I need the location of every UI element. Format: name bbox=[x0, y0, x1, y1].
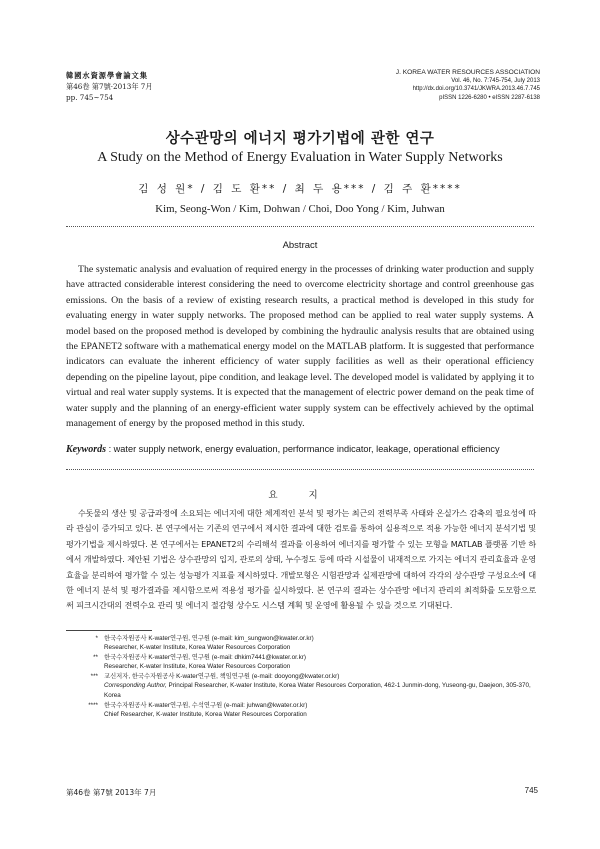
footnote-rule bbox=[66, 630, 152, 631]
footnote-marker: *** bbox=[90, 673, 98, 681]
journal-volume-korean: 第46卷 第7號·2013年 7月 bbox=[66, 82, 153, 91]
footnote-marker: ** bbox=[93, 654, 98, 662]
korean-abstract-body: 수돗물의 생산 및 공급과정에 소요되는 에너지에 대한 체계적인 분석 및 평가는 최근의 전력부족 사태와 온실가스 감축의 필요성에 따라 관심이 증가되고 있다. 본 연구에서는 기존의 연구에서 제시한 결과에 대한 검토를 통하여 실용적으로 적용 가능한 에너지 분석기법 및 평가기법을 제시하였다. 본 연구에서는 EPANET2의 수리해석 결과를 이용하여 에너지를 평가할 수 있는 모형을 MATLAB 플랫폼 기반 하에서 개발하였다. 제안된 기법은 상수관망의 입지, 관로의 상태, 누수정도 등에 따라 시설물이 내재적으로 가지는 에너지 관리효율과 운영효율을 분리하여 평가할 수 있는 성능평가 지표를 제시하였다. 개발모형은 시험관망과 실제관망에 대하여 각각의 상수관망 구성요소에 대한 에너지 분석 및 평가결과를 제시함으로써 적용성 평가를 실시하였다. 본 연구의 결과는 상수관망 에너지 관리의 최적화를 도모함으로써 피크시간대의 전력수요 관리 및 에너지 절감형 상수도 시스템 계획 및 운영에 활용될 수 있을 것으로 기대된다. bbox=[66, 508, 536, 611]
journal-header-right bbox=[396, 69, 540, 102]
footnotes bbox=[66, 634, 540, 720]
journal-volume-english: Vol. 46, No. 7:745-754, July 2013 bbox=[451, 78, 540, 85]
paper-title-korean: 상수관망의 에너지 평가기법에 관한 연구 bbox=[165, 131, 435, 147]
footnote-author-1 bbox=[66, 634, 540, 653]
footer-volume: 第46卷 第7號 2013年 7月 bbox=[66, 788, 157, 797]
keywords-label: Keywords bbox=[66, 444, 106, 455]
abstract-heading: Abstract bbox=[282, 240, 318, 251]
footnote-affiliation-english-text: Principal Researcher, K-water Institute, Korea Water Resources Corporation, 462-1 Junmin-dong, Yuseong-gu, Daejeon, 305-370, Korea bbox=[104, 682, 531, 699]
footnote-affiliation-english: Researcher, K-water Institute, Korea Water Resources Corporation bbox=[104, 663, 291, 671]
corresponding-author-label: Corresponding Author, bbox=[104, 682, 167, 690]
footnote-affiliation-korean: 교신저자, 한국수자원공사 K-water연구원, 책임연구원 (e-mail: dooyong@kwater.or.kr) bbox=[104, 673, 340, 681]
footnote-affiliation-english: Chief Researcher, K-water Institute, Korea Water Resources Corporation bbox=[104, 710, 307, 718]
footnote-affiliation-korean: 한국수자원공사 K-water연구원, 연구원 (e-mail: dhkim7441@kwater.or.kr) bbox=[104, 654, 306, 662]
divider-middle bbox=[66, 469, 534, 470]
authors-korean: 김 성 원* / 김 도 환** / 최 두 용*** / 김 주 환**** bbox=[138, 183, 462, 195]
doi-link[interactable]: http://dx.doi.org/10.3741/JKWRA.2013.46.7.745 bbox=[412, 86, 540, 93]
footnote-affiliation-korean: 한국수자원공사 K-water연구원, 수석연구원 (e-mail: juhwan@kwater.or.kr) bbox=[104, 701, 308, 709]
journal-pages: pp. 745~754 bbox=[66, 93, 114, 102]
footnote-author-3 bbox=[66, 672, 540, 700]
keywords-text: : water supply network, energy evaluation, performance indicator, leakage, operational efficiency bbox=[108, 444, 500, 454]
journal-name-english: J. KOREA WATER RESOURCES ASSOCIATION bbox=[395, 69, 540, 76]
issn: pISSN 1226-6280 • eISSN 2287-6138 bbox=[439, 94, 540, 101]
paper-title-english: A Study on the Method of Energy Evaluation in Water Supply Networks bbox=[97, 150, 503, 165]
footnote-marker: * bbox=[95, 635, 98, 642]
footnote-author-2 bbox=[66, 653, 540, 672]
footnote-affiliation-english bbox=[104, 681, 540, 700]
footnote-marker: **** bbox=[88, 701, 98, 709]
korean-abstract-heading: 요 지 bbox=[268, 490, 332, 501]
footnote-affiliation-english: Researcher, K-water Institute, Korea Water Resources Corporation bbox=[104, 644, 291, 652]
authors-english: Kim, Seong-Won / Kim, Dohwan / Choi, Doo Yong / Kim, Juhwan bbox=[155, 203, 445, 215]
footnote-affiliation-korean: 한국수자원공사 K-water연구원, 연구원 (e-mail: kim_sungwon@kwater.or.kr) bbox=[104, 635, 314, 642]
journal-name-korean: 韓國水資源學會論文集 bbox=[66, 71, 148, 80]
divider-top bbox=[66, 226, 534, 227]
keywords-line bbox=[66, 444, 536, 455]
footnote-author-4 bbox=[66, 701, 540, 720]
page-number: 745 bbox=[524, 786, 538, 795]
journal-header-left bbox=[66, 70, 153, 103]
abstract-body: The systematic analysis and evaluation of required energy in the processes of drinking water production and supply have attracted considerable interest considering the need to overcome electricity shortage and control greenhouse gas emissions. On the basis of a review of existing research results, a practical method is developed in this study for evaluating energy in water supply networks. The proposed method can be applied to real water supply systems. A model based on the proposed method is developed by combining the hydraulic analysis results that are obtained using the EPANET2 software with a mathematical energy model on the MATLAB platform. It is suggested that performance indicators can evaluate the inherent efficiency of water supply facilities as well as their operational efficiency depending on the pipeline layout, pipe condition, and leakage level. The developed model is validated by applying it to virtual and real water supply systems. It is expected that the management of electric power demand on the peak time of water supply and the planning of an energy-efficient water supply system can be effectively achieved by the optimal management of energy by the proposed method in this study. bbox=[66, 264, 534, 430]
